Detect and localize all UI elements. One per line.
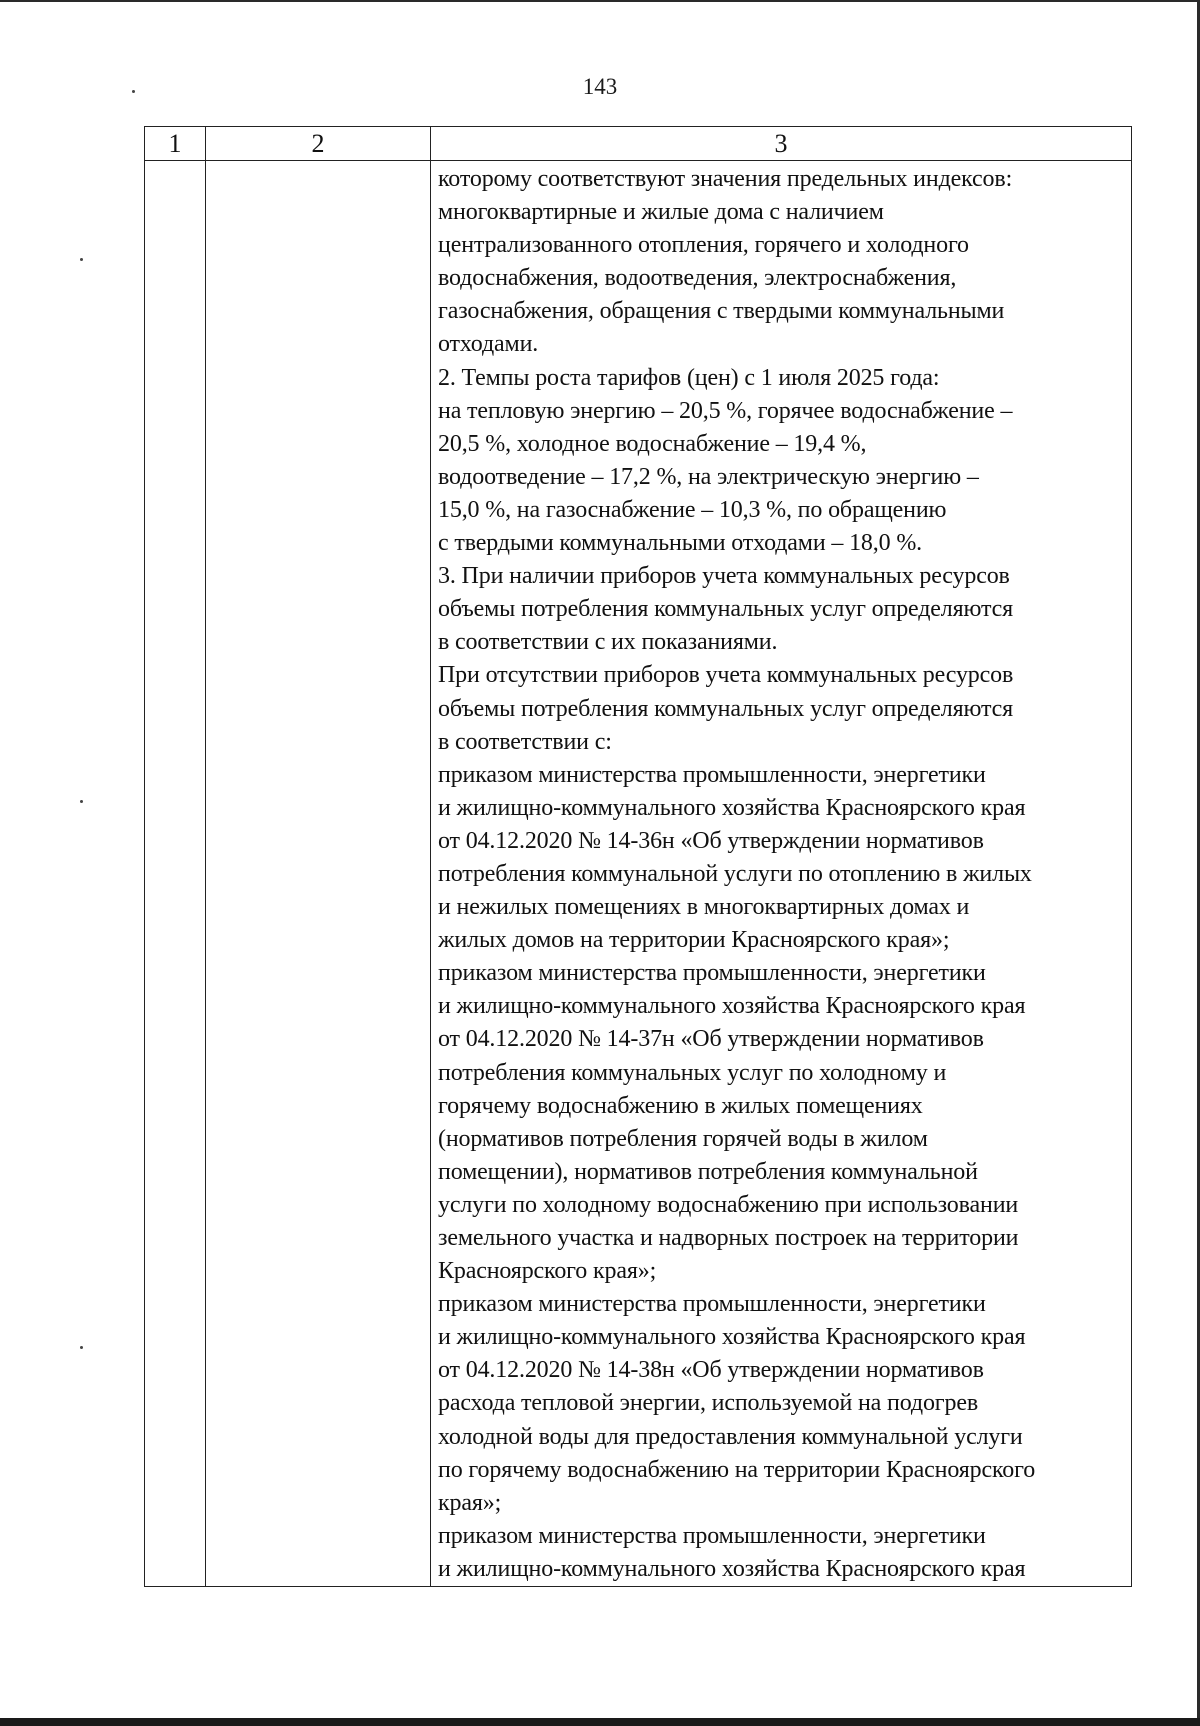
text-line: холодной воды для предоставления коммунальной услуги — [438, 1423, 1023, 1450]
text-line: многоквартирные и жилые дома с наличием — [438, 199, 884, 226]
text-line: приказом министерства промышленности, энергетики — [438, 761, 986, 788]
table-row — [145, 161, 1132, 1587]
text-line: жилых домов на территории Красноярского края»; — [438, 927, 950, 954]
scan-speck — [80, 1346, 83, 1349]
text-line: горячему водоснабжению в жилых помещениях — [438, 1092, 923, 1119]
text-line: 3. При наличии приборов учета коммунальных ресурсов — [438, 563, 1010, 590]
text-line: приказом министерства промышленности, энергетики — [438, 1522, 986, 1549]
text-line: При отсутствии приборов учета коммунальных ресурсов — [438, 662, 1014, 689]
text-line: от 04.12.2020 № 14-38н «Об утверждении нормативов — [438, 1357, 984, 1384]
text-line: объемы потребления коммунальных услуг определяются — [438, 695, 1013, 722]
text-line: потребления коммунальной услуги по отоплению в жилых — [438, 860, 1032, 887]
text-line: в соответствии с их показаниями. — [438, 629, 778, 656]
text-line: 2. Темпы роста тарифов (цен) с 1 июля 2025 года: — [438, 364, 940, 391]
text-line: потребления коммунальных услуг по холодному и — [438, 1059, 947, 1086]
table-header-row — [145, 127, 1132, 161]
text-line: от 04.12.2020 № 14-37н «Об утверждении нормативов — [438, 1026, 984, 1053]
text-line: услуги по холодному водоснабжению при использовании — [438, 1191, 1019, 1218]
scan-speck — [80, 258, 83, 261]
text-line: отходами. — [438, 331, 539, 358]
cell-column-3-text — [431, 161, 1131, 1586]
text-line: с твердыми коммунальными отходами – 18,0 %. — [438, 530, 923, 557]
text-line: Красноярского края»; — [438, 1258, 657, 1285]
scan-speck — [132, 90, 135, 93]
page-number: 143 — [582, 74, 618, 99]
column-header-2: 2 — [206, 127, 431, 161]
text-line: и жилищно-коммунального хозяйства Красноярского края — [438, 993, 1026, 1020]
text-line: водоотведение – 17,2 %, на электрическую энергию – — [438, 463, 979, 490]
text-line: централизованного отопления, горячего и холодного — [438, 232, 969, 259]
text-line: земельного участка и надворных построек на территории — [438, 1225, 1019, 1251]
column-header-3: 3 — [431, 127, 1132, 161]
text-line: края»; — [438, 1489, 502, 1516]
text-line: объемы потребления коммунальных услуг определяются — [438, 596, 1013, 623]
text-line: и нежилых помещениях в многоквартирных домах и — [438, 894, 970, 921]
text-line: приказом министерства промышленности, энергетики — [438, 960, 986, 987]
text-line: и жилищно-коммунального хозяйства Красноярского края — [438, 1555, 1026, 1582]
document-table — [144, 126, 1132, 1587]
scan-speck — [80, 800, 83, 803]
text-line: газоснабжения, обращения с твердыми коммунальными — [438, 298, 1005, 325]
scan-bottom-edge — [0, 1718, 1200, 1726]
text-line: 15,0 %, на газоснабжение – 10,3 %, по обращению — [438, 496, 947, 523]
text-line: и жилищно-коммунального хозяйства Красноярского края — [438, 1324, 1026, 1351]
text-line: по горячему водоснабжению на территории Красноярского — [438, 1456, 1036, 1483]
text-line: от 04.12.2020 № 14-36н «Об утверждении нормативов — [438, 827, 984, 854]
cell-column-3 — [431, 161, 1132, 1587]
text-line: помещении), нормативов потребления коммунальной — [438, 1158, 978, 1185]
text-line: и жилищно-коммунального хозяйства Красноярского края — [438, 794, 1026, 821]
cell-column-2 — [206, 161, 431, 1587]
text-line: в соответствии с: — [438, 728, 612, 755]
text-line: которому соответствуют значения предельных индексов: — [438, 166, 1013, 192]
text-line: (нормативов потребления горячей воды в жилом — [438, 1125, 928, 1152]
text-line: приказом министерства промышленности, энергетики — [438, 1291, 986, 1318]
text-line: расхода тепловой энергии, используемой на подогрев — [438, 1390, 979, 1417]
cell-column-1 — [145, 161, 206, 1587]
text-line: 20,5 %, холодное водоснабжение – 19,4 %, — [438, 430, 867, 457]
text-line: водоснабжения, водоотведения, электроснабжения, — [438, 265, 957, 292]
scan-top-edge — [0, 0, 1200, 2]
text-line: на тепловую энергию – 20,5 %, горячее водоснабжение – — [438, 397, 1013, 424]
column-header-1: 1 — [145, 127, 206, 161]
